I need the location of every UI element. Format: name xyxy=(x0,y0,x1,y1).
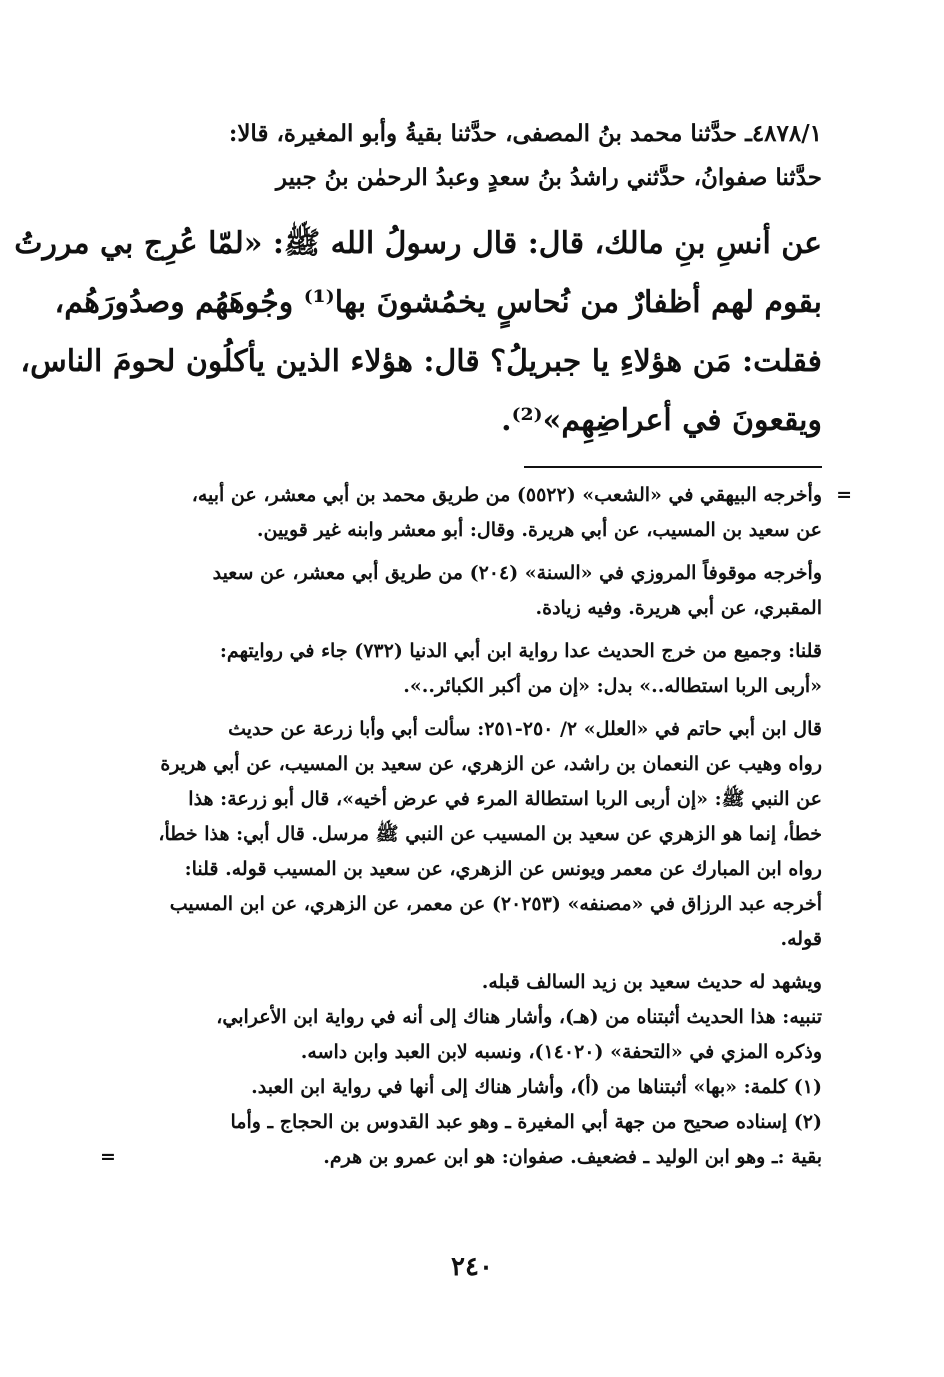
matn-line: فقلت: مَن هؤلاءِ يا جبريلُ؟ قال: هؤلاء الذين يأكلُون لحومَ الناس، xyxy=(20,344,822,379)
continuation-mark-end: = xyxy=(100,1146,116,1168)
footnote-line: وأخرجه البيهقي في «الشعب» (٥٥٢٢) من طريق محمد بن أبي معشر، عن أبيه، xyxy=(191,484,822,506)
footnote-line: قوله. xyxy=(780,928,822,950)
footnote-1 xyxy=(100,1070,822,1105)
footnote-line: (١) كلمة: «بها» أثبتناها من (أ)، وأشار هناك إلى أنها في رواية ابن العبد. xyxy=(251,1076,822,1098)
footnote-line: وأخرجه موقوفاً المروزي في «السنة» (٢٠٤) من طريق أبي معشر، عن سعيد xyxy=(212,562,822,584)
footnote-paragraph xyxy=(100,1000,822,1070)
continuation-mark-start: = xyxy=(836,484,852,506)
page-number: ٢٤٠ xyxy=(451,1252,493,1282)
footnote-line: بقية :ـ وهو ابن الوليد ـ فضعيف. صفوان: هو ابن عمرو بن هرم. xyxy=(323,1146,822,1168)
isnad-line: حدَّثنا صفوانُ، حدَّثني راشدُ بنُ سعدٍ وعبدُ الرحمٰن بنُ جبير xyxy=(275,164,822,191)
footnote-line: قال ابن أبي حاتم في «العلل» ٢/ ٢٥٠-٢٥١: سألت أبي وأبا زرعة عن حديث xyxy=(228,718,822,740)
footnotes xyxy=(100,478,852,1175)
page-body xyxy=(14,112,852,1175)
footnote-line: أخرجه عبد الرزاق في «مصنفه» (٢٠٢٥٣) عن معمر، عن الزهري، عن ابن المسيب xyxy=(169,893,822,915)
footnote-line: عن سعيد بن المسيب، عن أبي هريرة. وقال: أبو معشر وابنه غير قويين. xyxy=(256,519,822,541)
hadith-text xyxy=(14,214,822,450)
footnote-line: رواه ابن المبارك عن معمر ويونس عن الزهري، عن سعيد بن المسيب قوله. قلنا: xyxy=(184,858,822,880)
footnote-paragraph xyxy=(100,965,822,1000)
footnote-line: عن النبي ﷺ: «إن أربى الربا استطالة المرء في عرض أخيه»، قال أبو زرعة: هذا xyxy=(188,788,822,810)
footnote-line: خطأ، إنما هو الزهري عن سعيد بن المسيب عن النبي ﷺ مرسل. قال أبي: هذا خطأ، xyxy=(158,823,822,845)
footnote-line: (٢) إسناده صحيح من جهة أبي المغيرة ـ وهو عبد القدوس بن الحجاج ـ وأما xyxy=(230,1111,822,1133)
footnote-line: رواه وهيب عن النعمان بن راشد، عن الزهري، عن سعيد بن المسيب، عن أبي هريرة xyxy=(160,753,822,775)
footnote-paragraph xyxy=(100,478,822,548)
isnad-line: ٤٨٧٨/١ـ حدَّثنا محمد بنُ المصفى، حدَّثنا بقيةُ وأبو المغيرة، قالا: xyxy=(228,120,822,147)
matn-line: ويقعونَ في أعراضِهِم»⁽²⁾. xyxy=(501,403,822,438)
footnote-line: «أربى الربا استطاله..» بدل: «إن من أكبر الكبائر..». xyxy=(403,675,822,697)
footnote-divider xyxy=(524,466,822,468)
footnote-2 xyxy=(100,1105,822,1175)
footnote-line: وذكره المزي في «التحفة» (١٤٠٢٠)، ونسبه لابن العبد وابن داسه. xyxy=(300,1041,822,1063)
footnote-line: تنبيه: هذا الحديث أثبتناه من (هـ)، وأشار هناك إلى أنه في رواية ابن الأعرابي، xyxy=(216,1006,822,1028)
footnote-line: المقبري، عن أبي هريرة. وفيه زيادة. xyxy=(535,597,822,619)
matn-line: عن أنسِ بنِ مالك، قال: قال رسولُ الله ﷺ: «لمّا عُرِج بي مررتُ xyxy=(14,226,822,261)
matn-line: بقوم لهم أظفارٌ من نُحاسٍ يخمُشونَ بها⁽¹⁾ وجُوهَهُم وصدُورَهُم، xyxy=(54,285,822,320)
footnote-paragraph xyxy=(100,556,822,626)
isnad-chain xyxy=(100,112,822,200)
footnote-paragraph xyxy=(100,634,822,704)
footnote-paragraph xyxy=(100,712,822,957)
footnote-line: قلنا: وجميع من خرج الحديث عدا رواية ابن أبي الدنيا (٧٣٢) جاء في روايتهم: xyxy=(219,640,822,662)
footnote-line: ويشهد له حديث سعيد بن زيد السالف قبله. xyxy=(481,971,822,993)
